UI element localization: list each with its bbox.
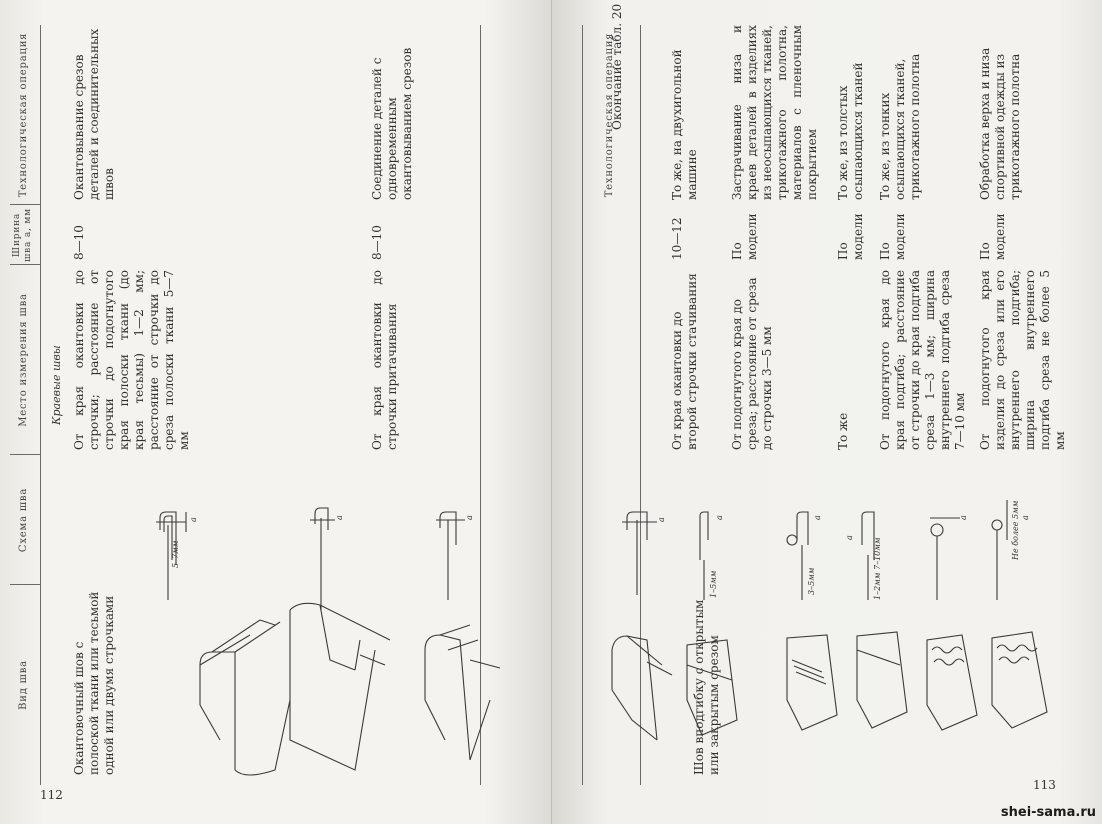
sport-hem-closed-drawing: [992, 632, 1047, 728]
page-number: 113: [1033, 778, 1056, 792]
seam-illustrations-right: [552, 0, 1102, 824]
hem-thin-drawing: [857, 632, 907, 728]
binding-seam-drawing: [200, 620, 290, 775]
rowD-width: По модели: [878, 213, 907, 260]
rowD-scheme-label: 1–2мм 7–10мм: [873, 537, 882, 600]
rowA-width: 10—12: [670, 217, 684, 260]
sport-hem-drawing: [927, 635, 977, 730]
sport-hem-scheme: [930, 515, 968, 600]
row1-seam-type: Окантовочный шов с полоской ткани или тесьмой одной или двумя строчками: [72, 591, 116, 775]
double-stitch-binding-drawing: [612, 636, 672, 740]
row1-scheme-label: 5–7мм: [171, 540, 180, 568]
right-page: [552, 0, 1102, 824]
rowA-operation: То же, на двухигольной машине: [670, 49, 699, 200]
svg-text:a: a: [813, 515, 822, 520]
header-operation: Технологическая операция: [604, 32, 615, 198]
svg-text:a: a: [335, 515, 344, 520]
binding-seam-scheme: [156, 512, 198, 600]
binding-attach-scheme: [310, 508, 344, 610]
rowC-measure: То же: [836, 412, 850, 450]
table-title: Окончание табл. 20: [610, 3, 624, 130]
rowB-operation: Застрачивание низа и краев деталей в изделиях из неосыпающихся тканей, трикотажного полотна, материалов с пленочным покрытием: [730, 25, 819, 200]
hem-thick-scheme: [787, 512, 822, 600]
double-stitch-binding-scheme: [622, 512, 666, 595]
double-binding-scheme: [436, 512, 474, 600]
page-number: 112: [40, 788, 63, 802]
hem-thin-scheme: [845, 512, 882, 600]
header-measure: Место измерения шва: [18, 293, 29, 427]
rowE-measure: От подогнутого края изделия до среза или его внутреннего подгиба; ширина внутреннего подгиба среза не более 5 мм: [978, 270, 1067, 450]
rowB-seam-type: Шов вподгибку с открытым или закрытым срезом: [692, 599, 721, 775]
rowA-measure: От края окантовки до второй строчки стачивания: [670, 273, 699, 450]
hem-thick-drawing: [787, 635, 837, 730]
svg-text:a: a: [1021, 515, 1030, 520]
header-operation: Технологическая операция: [18, 32, 29, 198]
row1-width: 8—10: [72, 225, 86, 260]
svg-text:a: a: [465, 515, 474, 520]
svg-text:a: a: [959, 515, 968, 520]
header-seam-type: Вид шва: [18, 660, 29, 710]
binding-attach-drawing: [290, 603, 390, 770]
rowD-operation: То же, из тонких осыпающихся тканей, трикотажного полотна: [878, 53, 922, 200]
hem-seam-scheme: [700, 512, 724, 600]
section-title: Краевые швы: [50, 345, 63, 425]
rowE-width: По модели: [978, 213, 1007, 260]
row2-operation: Соединение деталей с одновременным окантовыванием срезов: [370, 47, 414, 200]
rowC-width: По модели: [836, 213, 865, 260]
header-width: Ширина шва а, мм: [12, 208, 33, 262]
row1-operation: Окантовывание срезов деталей и соединительных швов: [72, 28, 116, 200]
row2-measure: От края окантовки до строчки притачивания: [370, 270, 399, 450]
sport-hem-closed-scheme: [992, 500, 1030, 600]
double-binding-drawing: [425, 625, 500, 760]
header-scheme: Схема шва: [18, 487, 29, 553]
rowC-operation: То же, из толстых осыпающихся тканей: [836, 62, 865, 200]
svg-text:a: a: [715, 515, 724, 520]
rowB-scheme-label: 1–5мм: [709, 570, 718, 598]
rowC-scheme-label: 3–5мм: [807, 567, 816, 595]
row2-width: 8—10: [370, 225, 384, 260]
rowB-measure: От подогнутого края до среза; расстояние от среза до строчки 3—5 мм: [730, 277, 774, 450]
hem-seam-drawing: [687, 640, 737, 735]
svg-text:a: a: [845, 535, 854, 540]
watermark: shei-sama.ru: [1000, 805, 1096, 820]
rowB-width: По модели: [730, 213, 759, 260]
row1-measure: От края окантовки до строчки; расстояние от строчки до подогнутого края полоски ткани (до края тесьмы) 1—2 мм; расстояние от строчки до среза полоски ткани 5—7 мм: [72, 270, 191, 450]
rowE-operation: Обработка верха и низа спортивной одежды из трикотажного полотна: [978, 47, 1022, 200]
rowF-scheme-label: Не более 5мм: [1011, 500, 1020, 560]
svg-text:a: a: [657, 517, 666, 522]
svg-text:a: a: [189, 517, 198, 522]
rowD-measure: От подогнутого края до края подгиба; расстояние от строчки до края подгиба среза 1—3 мм; ширина внутреннего подгиба среза 7—10 мм: [878, 270, 967, 450]
